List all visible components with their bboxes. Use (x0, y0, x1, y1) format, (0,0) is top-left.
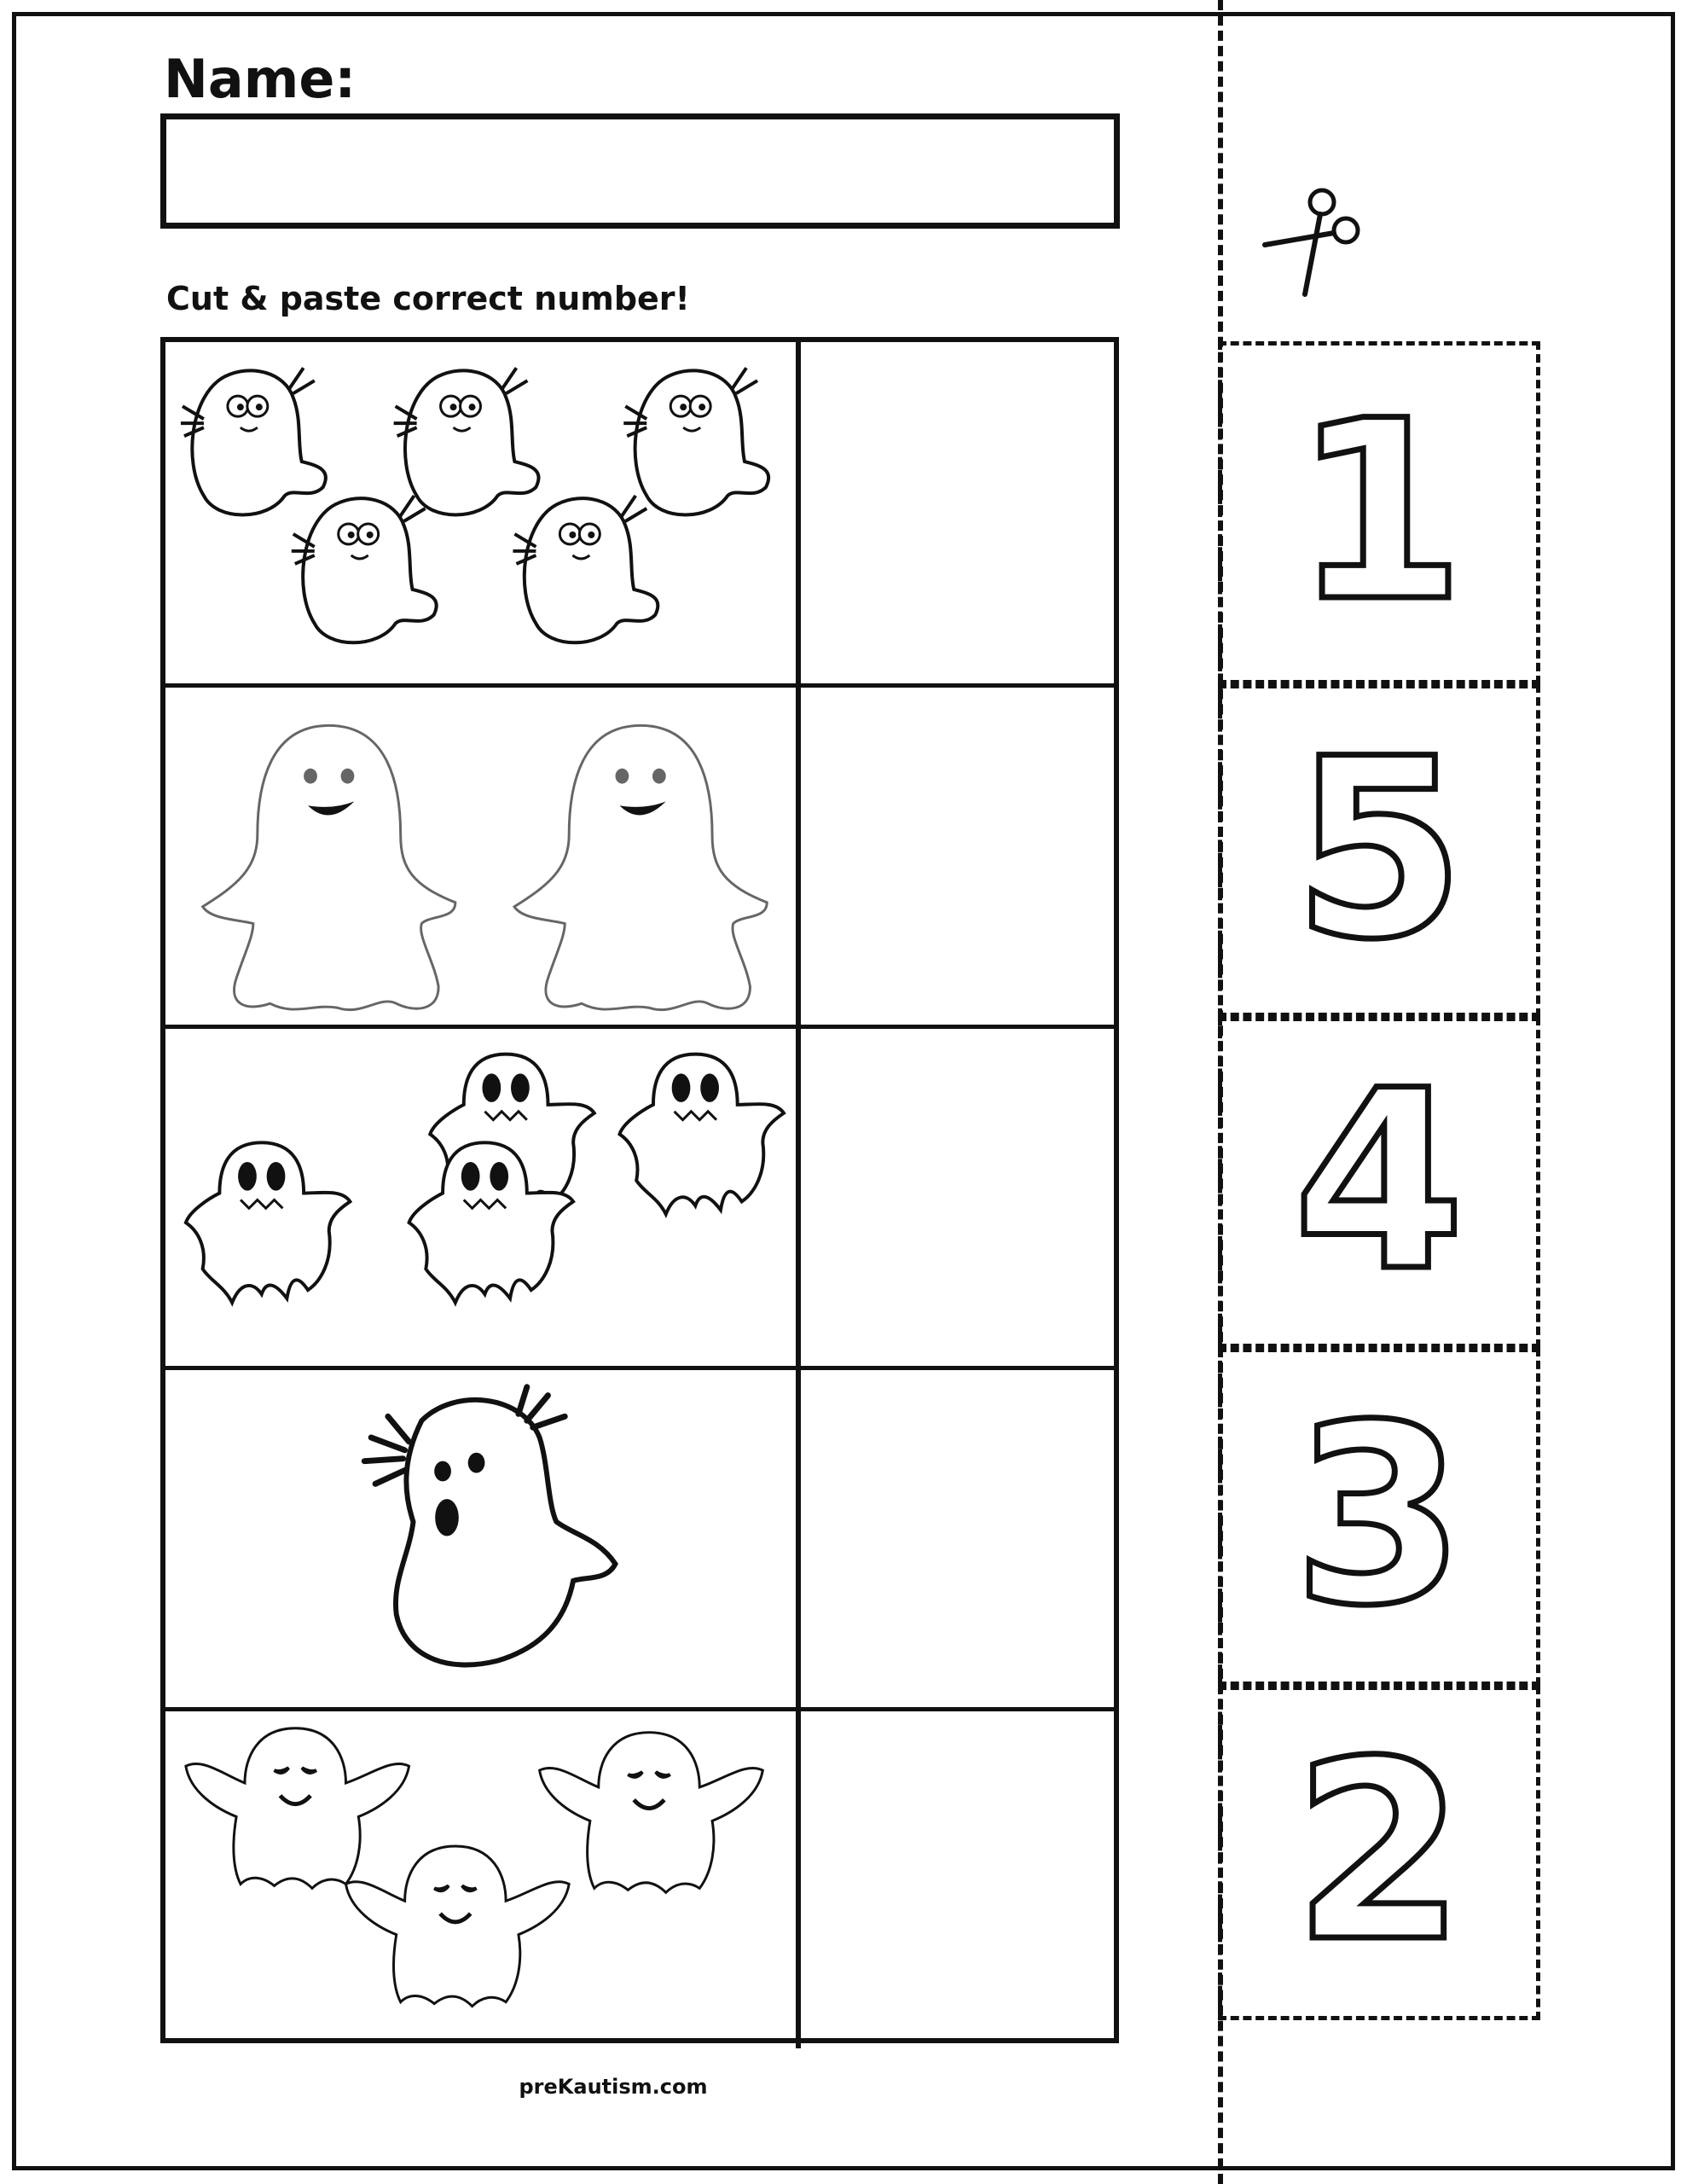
answer-drop-cell[interactable] (801, 1711, 1114, 2048)
answer-drop-cell[interactable] (801, 342, 1114, 683)
number-card[interactable] (1218, 341, 1540, 684)
counting-grid (160, 337, 1119, 2043)
ghost-group (165, 1370, 796, 1707)
grid-row (165, 342, 1114, 683)
answer-drop-cell[interactable] (801, 1370, 1114, 1707)
ghost-group (165, 342, 796, 683)
ghost-group (165, 1711, 796, 2048)
grid-row (165, 683, 1114, 1025)
number-card-digit: 3 (1293, 1373, 1465, 1660)
number-card[interactable] (1218, 684, 1540, 1017)
answer-drop-cell[interactable] (801, 688, 1114, 1025)
ghost-picture-cell (165, 342, 801, 683)
ghost-picture-cell (165, 1711, 801, 2048)
footer-credit: preKautism.com (519, 2075, 708, 2099)
name-label: Name: (164, 48, 357, 110)
ghost-picture-cell (165, 1370, 801, 1707)
number-card-digit: 4 (1293, 1038, 1465, 1326)
number-card[interactable] (1218, 1686, 1540, 2020)
grid-row (165, 1025, 1114, 1366)
ghost-group (165, 688, 796, 1025)
instruction-text: Cut & paste correct number! (166, 280, 690, 317)
answer-drop-cell[interactable] (801, 1029, 1114, 1366)
grid-row (165, 1366, 1114, 1707)
surprised-ghost-body (396, 1400, 616, 1665)
number-card-digit: 1 (1293, 369, 1465, 656)
number-card-digit: 5 (1293, 706, 1465, 994)
scissors-icon (1261, 183, 1363, 303)
number-card-digit: 2 (1293, 1709, 1465, 1996)
number-card[interactable] (1218, 1348, 1540, 1686)
ghost-picture-cell (165, 688, 801, 1025)
name-field[interactable] (160, 113, 1120, 229)
number-card[interactable] (1218, 1017, 1540, 1348)
grid-row (165, 1707, 1114, 2048)
ghost-picture-cell (165, 1029, 801, 1366)
ghost-group (165, 1029, 796, 1366)
